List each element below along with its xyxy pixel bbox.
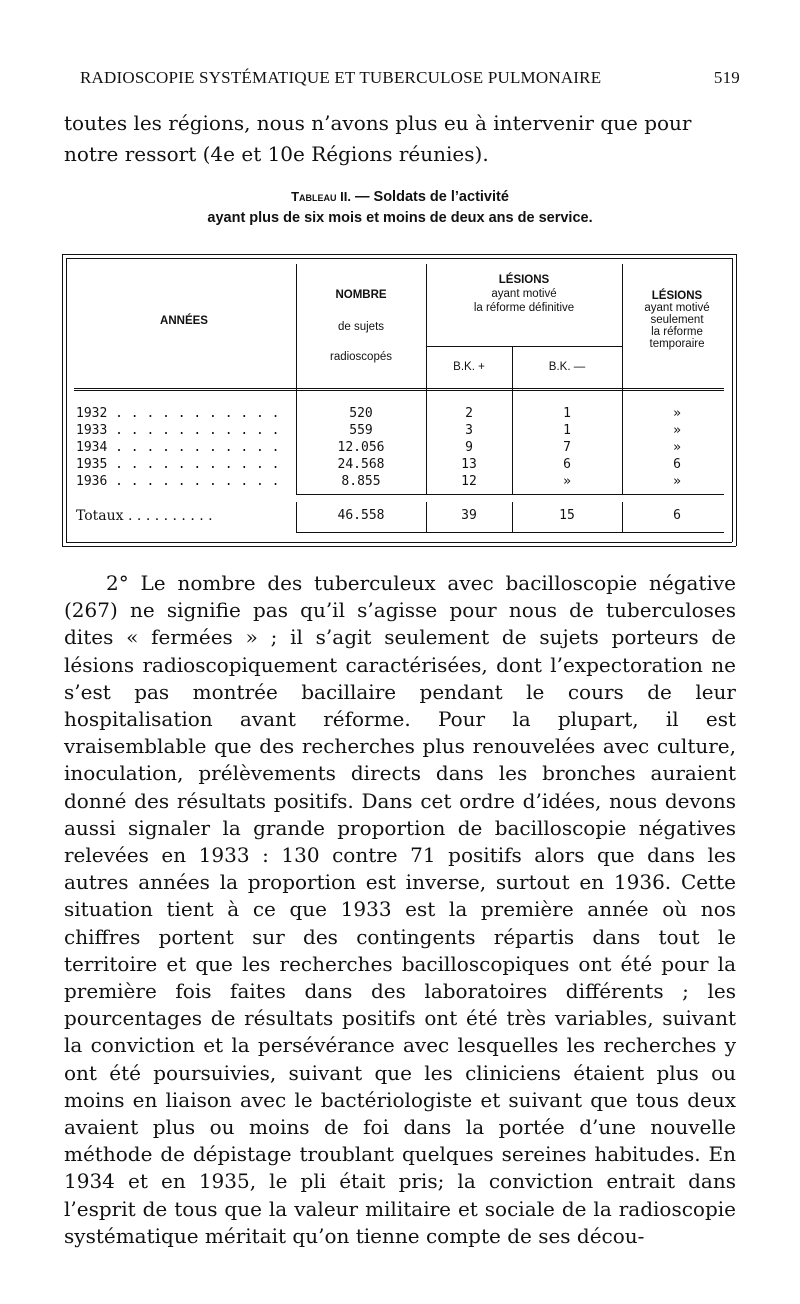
header-temp-3: seulement [650,314,704,326]
row-bk-plus: 13 [461,457,477,472]
data-table [62,254,736,550]
total-temp: 6 [673,508,681,523]
row-bk-plus: 3 [465,423,473,438]
header-temp-2: ayant motivé [644,302,710,314]
header-def-1: LÉSIONS [498,274,550,286]
row-temp: » [673,474,681,489]
header-def-2: ayant motivé [491,288,557,300]
row-year: 1935 . . . . . . . . . . . [76,457,280,472]
row-nombre: 12.056 [337,440,385,455]
total-bk-minus: 15 [559,508,575,523]
running-title: RADIOSCOPIE SYSTÉMATIQUE ET TUBERCULOSE PULMONAIRE [80,68,602,87]
row-bk-plus: 2 [465,406,473,421]
header-nombre-3: radioscopés [329,351,392,363]
row-nombre: 24.568 [337,457,385,472]
row-year: 1936 . . . . . . . . . . . [76,474,280,489]
total-bk-plus: 39 [461,508,477,523]
row-temp: » [673,406,681,421]
caption-tableau: Tableau II. [291,189,351,204]
total-nombre: 46.558 [337,508,385,523]
caption-line2: ayant plus de six mois et moins de deux ans de service. [207,210,593,226]
row-bk-plus: 12 [461,474,477,489]
header-annees: ANNÉES [160,315,208,327]
row-year: 1932 . . . . . . . . . . . [76,406,280,421]
total-label: Totaux . . . . . . . . . . [76,508,213,524]
row-bk-minus: 6 [563,457,571,472]
row-nombre: 559 [349,423,373,438]
body-paragraph [64,570,736,1250]
header-bk-minus: B.K. — [548,361,586,373]
row-bk-minus: » [563,474,571,489]
header-nombre-2: de sujets [337,321,385,333]
header-temp-1: LÉSIONS [651,290,703,302]
row-temp: » [673,423,681,438]
caption-line1: — Soldats de l’activité [355,189,509,205]
row-nombre: 520 [349,406,373,421]
header-temp-5: temporaire [649,338,705,350]
row-bk-minus: 1 [563,406,571,421]
row-bk-minus: 7 [563,440,571,455]
header-def-3: la réforme définitive [473,302,575,314]
page-number: 519 [713,68,740,87]
row-bk-plus: 9 [465,440,473,455]
header-nombre-1: NOMBRE [335,289,387,301]
intro-paragraph: toutes les régions, nous n’avons plus eu à intervenir que pour notre ressort (4e et 10e Régions réunies). [64,111,692,166]
row-nombre: 8.855 [341,474,381,489]
row-temp: 6 [673,457,681,472]
body-paragraph-text: 2° Le nombre des tuberculeux avec bacilloscopie négative (267) ne signifie pas qu’il s’agisse pour nous de tuberculoses dites « fermées » ; il s’agit seulement de sujets porteurs de lésions radioscopiquement caractérisées, dont l’expectoration ne s’est pas montrée bacillaire pendant le cours de leur hospitalisation avant réforme. Pour la plupart, il est vraisemblable que des recherches plus renouvelées avec culture, inoculation, prélèvements directs dans les bronches auraient donné des résultats positifs. Dans cet ordre d’idées, nous devons aussi signaler la grande proportion de bacilloscopie négatives relevées en 1933 : 130 contre 71 positifs alors que dans les autres années la proportion est inverse, surtout en 1936. Cette situation tient à ce que 1933 est la première année où nos chiffres portent sur des contingents répartis dans tout le territoire et que les recherches bacilloscopiques ont été pour la première fois faites dans des laboratoires différents ; les pourcentages de résultats positifs ont été très variables, suivant la conviction et la persévérance avec lesquelles les recherches y ont été poursuivies, suivant que les cliniciens étaient plus ou moins en liaison avec le bactériologiste et suivant que tous deux avaient plus ou moins de foi dans la portée d’une nouvelle méthode de dépistage troublant quelques sereines habitudes. En 1934 et en 1935, le pli était pris; la conviction entrait dans l’esprit de tous que la valeur militaire et sociale de la radioscopie systématique méritait qu’on tienne compte de ses décou- [64,571,736,1248]
header-bk-plus: B.K. + [453,361,485,373]
row-temp: » [673,440,681,455]
table-caption [64,186,736,229]
running-header [80,68,740,98]
row-bk-minus: 1 [563,423,571,438]
row-year: 1933 . . . . . . . . . . . [76,423,280,438]
header-temp-4: la réforme [651,326,703,338]
row-year: 1934 . . . . . . . . . . . [76,440,280,455]
